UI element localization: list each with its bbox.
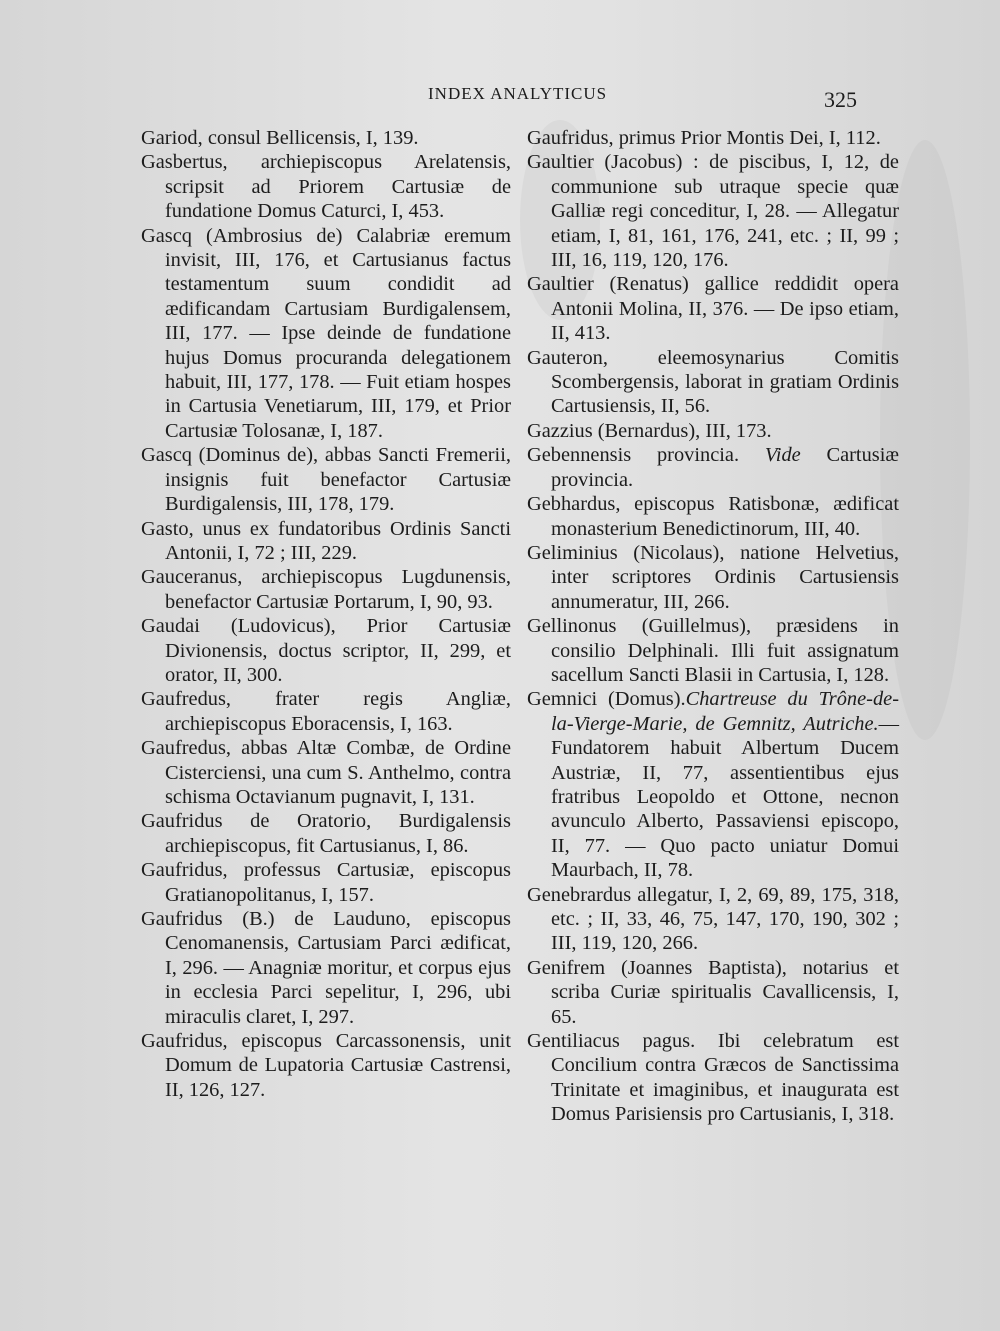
index-entry: Gariod, consul Bellicensis, I, 139. xyxy=(141,127,419,149)
index-entry: Gaufredus, frater regis Angliæ, archiepiscopus Eboracensis, I, 163. xyxy=(141,688,511,735)
index-entry: Gazzius (Bernardus), III, 173. xyxy=(527,419,772,442)
header-title: INDEX ANALYTICUS xyxy=(428,84,608,103)
index-entry-gebennensis xyxy=(527,443,899,492)
entry-text: Gemnici (Domus). xyxy=(527,688,686,711)
index-entry: Gaufridus, episcopus Carcassonensis, unit Domum de Lupatoria Cartusiæ Castrensi, II, 126, 127. xyxy=(141,1030,511,1101)
index-entry: Gebhardus, episcopus Ratisbonæ, ædificat monasterium Benedictinorum, III, 40. xyxy=(527,493,899,540)
index-entry: Gaufridus (B.) de Lauduno, episcopus Cenomanensis, Cartusiam Parci ædificat, I, 296. — Anagniæ moritur, et corpus ejus in ecclesia Parci sepelitur, I, 296, ubi miraculis claret, I, 297. xyxy=(141,908,511,1028)
index-entry: Gauceranus, archiepiscopus Lugdunensis, benefactor Cartusiæ Portarum, I, 90, 93. xyxy=(141,566,511,613)
index-entry: Genifrem (Joannes Baptista), notarius et scriba Curiæ spiritualis Cavallicensis, I, 65. xyxy=(527,956,899,1028)
index-entry: Gentiliacus pagus. Ibi celebratum est Concilium contra Græcos de Sanctissima Trinitate et imaginibus, et inaugurata est Domus Parisiensis pro Cartusianis, I, 318. xyxy=(527,1030,899,1126)
running-header xyxy=(0,84,1000,114)
index-entry: Gauteron, eleemosynarius Comitis Scombergensis, laborat in gratiam Ordinis Cartusiensis, II, 56. xyxy=(527,346,899,418)
index-entry: Gaufridus de Oratorio, Burdigalensis archiepiscopus, fit Cartusianus, I, 86. xyxy=(141,810,511,857)
right-column xyxy=(527,126,899,1127)
left-column xyxy=(141,126,511,1102)
cross-reference: Vide xyxy=(764,444,801,467)
index-entry: Gaufridus, professus Cartusiæ, episcopus Gratianopolitanus, I, 157. xyxy=(141,859,511,906)
entry-text: Cartusiæ provincia. xyxy=(551,444,899,491)
index-entry: Gascq (Ambrosius de) Calabriæ eremum invisit, III, 176, et Cartusianus factus testamentum suum condidit ad ædificandam Cartusiam Burdigalensem, III, 177. — Ipse deinde de fundatione hujus Domus procuranda delegationem habuit, III, 177, 178. — Fuit etiam hospes in Cartusia Venetiarum, III, 179, et Prior Cartusiæ Tolosanæ, I, 187. xyxy=(141,224,511,442)
index-entry: Geliminius (Nicolaus), natione Helvetius, inter scriptores Ordinis Cartusiensis annumeratur, III, 266. xyxy=(527,541,899,613)
entry-text: —Fundatorem habuit Albertum Ducem Austriæ, II, 77, assentientibus ejus fratribus Leopoldo et Ottone, necnon avunculo Alberto, Passaviensi episcopo, II, 77. — Quo pacto uniatur Domui Maurbach, II, 78. xyxy=(551,712,899,882)
index-entry: Gasto, unus ex fundatoribus Ordinis Sancti Antonii, I, 72 ; III, 229. xyxy=(141,517,511,564)
index-entry: Gasbertus, archiepiscopus Arelatensis, scripsit ad Priorem Cartusiæ de fundatione Domus Caturci, I, 453. xyxy=(141,151,511,223)
index-entry: Gascq (Dominus de), abbas Sancti Fremerii, insignis fuit benefactor Cartusiæ Burdigalensis, III, 178, 179. xyxy=(141,444,511,516)
index-entry: Genebrardus allegatur, I, 2, 69, 89, 175, 318, etc. ; II, 33, 46, 75, 147, 170, 190, 302 ; III, 119, 120, 266. xyxy=(527,883,899,955)
index-entry: Gaultier (Renatus) gallice reddidit opera Antonii Molina, II, 376. — De ipso etiam, II, 413. xyxy=(527,273,899,345)
index-entry: Gaufredus, abbas Altæ Combæ, de Ordine Cisterciensi, una cum S. Anthelmo, contra schisma Octavianum pugnavit, I, 131. xyxy=(141,737,511,808)
index-entry-gemnici xyxy=(527,687,899,882)
index-entry: Gaufridus, primus Prior Montis Dei, I, 112. xyxy=(527,127,881,149)
index-entry: Gaudai (Ludovicus), Prior Cartusiæ Divionensis, doctus scriptor, II, 299, et orator, II, 300. xyxy=(141,615,511,686)
index-entry: Gellinonus (Guillelmus), præsidens in consilio Delphinali. Illi fuit assignatum sacellum Sancti Blasii in Cartusia, I, 128. xyxy=(527,615,899,686)
entry-text: Gebennensis provincia. xyxy=(527,444,765,467)
french-name: Chartreuse du Trône-de-la-Vierge-Marie, de Gemnitz, Autriche. xyxy=(551,688,899,735)
page-number: 325 xyxy=(824,87,857,112)
index-entry: Gaultier (Jacobus) : de piscibus, I, 12, de communione sub utraque specie quæ Galliæ regi conceditur, I, 28. — Allegatur etiam, I, 81, 161, 176, 241, etc. ; II, 99 ; III, 16, 119, 120, 176. xyxy=(527,151,899,272)
